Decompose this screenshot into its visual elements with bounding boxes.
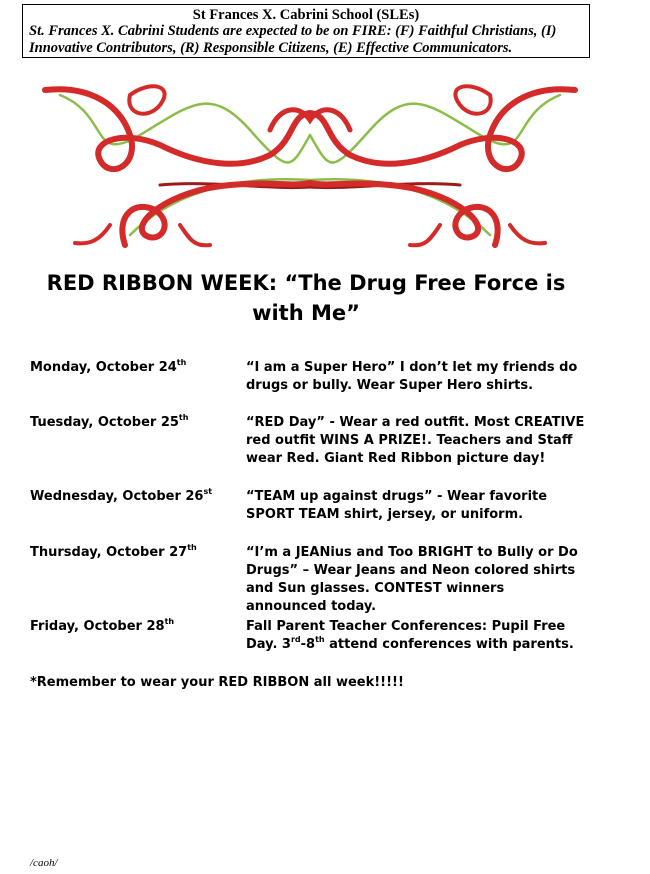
schedule-description: “I am a Super Hero” I don’t let my friends do drugs or bully. Wear Super Hero shirts. [246, 360, 578, 393]
footer-initials: /caoh/ [30, 857, 58, 869]
ribbon-decoration [30, 75, 590, 255]
sle-line-2: Innovative Contributors, (R) Responsible Citizens, (E) Effective Communicators. [29, 40, 513, 56]
schedule-day: Friday, October 28th [30, 616, 175, 634]
schedule-day: Monday, October 24th [30, 357, 187, 375]
sle-title: St Frances X. Cabrini School (SLEs) [192, 7, 420, 23]
schedule-description: Fall Parent Teacher Conferences: Pupil Free Day. 3rd-8th attend conferences with parents. [246, 619, 574, 652]
schedule-description: “I’m a JEANius and Too BRIGHT to Bully or Do Drugs” – Wear Jeans and Neon colored shirts and Sun glasses. CONTEST winners announced today. [246, 545, 578, 614]
reminder-note: *Remember to wear your RED RIBBON all week!!!!! [30, 675, 404, 690]
schedule-description: “TEAM up against drugs” - Wear favorite SPORT TEAM shirt, jersey, or uniform. [246, 489, 548, 522]
schedule-day: Thursday, October 27th [30, 542, 197, 560]
schedule-description: “RED Day” - Wear a red outfit. Most CREATIVE red outfit WINS A PRIZE!. Teachers and Staff wear Red. Giant Red Ribbon picture day! [246, 415, 585, 466]
sle-line-1: St. Frances X. Cabrini Students are expected to be on FIRE: (F) Faithful Christians, (I) [29, 23, 557, 39]
page-title: RED RIBBON WEEK: “The Drug Free Force is with Me” [46, 271, 566, 325]
sle-header-box [22, 4, 590, 58]
schedule-day: Wednesday, October 26st [30, 486, 213, 504]
schedule-day: Tuesday, October 25th [30, 412, 189, 430]
